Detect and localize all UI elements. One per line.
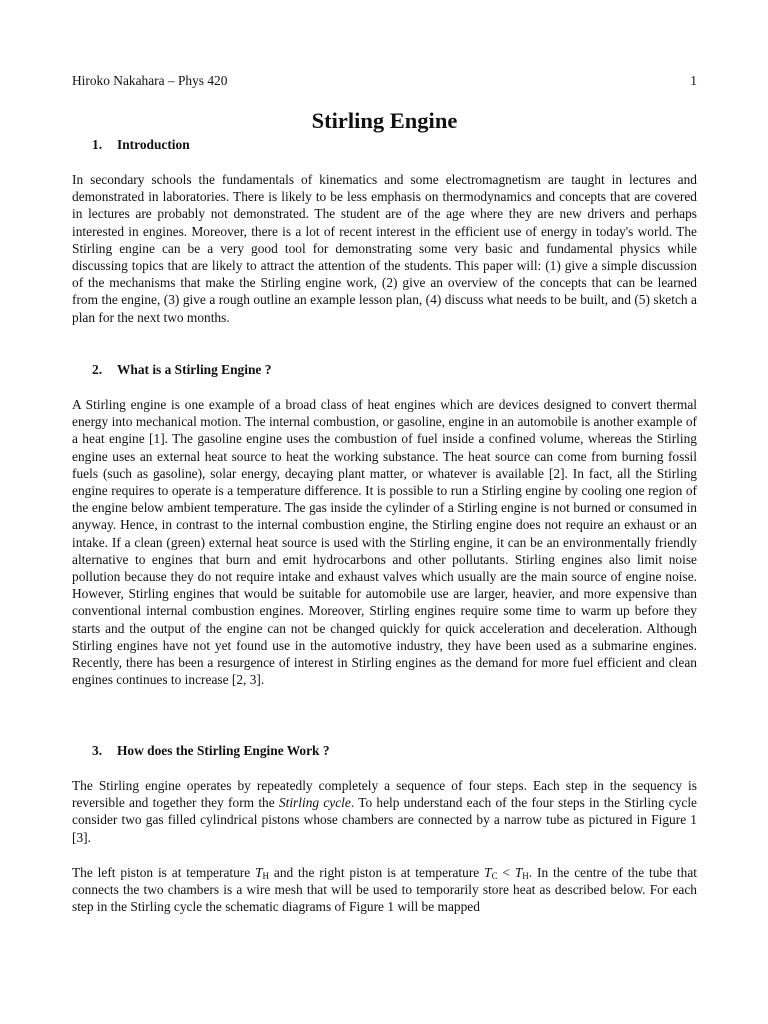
text-run: The left piston is at temperature bbox=[72, 865, 256, 880]
paragraph-pistons bbox=[72, 864, 697, 916]
section-title: Introduction bbox=[117, 137, 190, 152]
section-heading-introduction bbox=[92, 136, 190, 153]
section-number: 1. bbox=[92, 137, 103, 152]
paragraph-what-is: A Stirling engine is one example of a broad class of heat engines which are devices designed to convert thermal energy into mechanical motion. The internal combustion, or gasoline, engine in an automobile is another example of a heat engine [1]. The gasoline engine uses the combustion of fuel inside a confined volume, whereas the Stirling engine uses an external heat source to heat the working substance. The heat source can come from burning fossil fuels (such as gasoline), solar energy, decaying plant matter, or whatever is available [2]. In fact, all the Stirling engine requires to operate is a temperature difference. It is possible to run a Stirling engine by cooling one region of the engine below ambient temperature. The gas inside the cylinder of a Stirling engine is not burned or consumed in anyway. Hence, in contrast to the internal combustion engine, the Stirling engine does not require an exhaust or an intake. If a clean (green) external heat source is used with the Stirling engine, it can be an environmentally friendly alternative to engines that burn and emit hydrocarbons and other pollutants. Stirling engines also limit noise pollution because they do not require intake and exhaust valves which usually are the main source of engine noise. However, Stirling engines that would be suitable for automobile use are larger, heavier, and more expensive than conventional internal combustion engines. Moreover, Stirling engines require some time to warm up before they starts and the output of the engine can not be changed quickly for quick acceleration and deceleration. Although Stirling engines have not yet found use in the automotive industry, they have been used as a submarine engines. Recently, there has been a resurgence of interest in Stirling engines as the demand for more fuel efficient and clean engines continues to increase [2, 3]. bbox=[72, 397, 697, 688]
text-run: . In the centre of the tube that connects the two chambers is a wire mesh that will be used to temporarily store heat as described below. For each step in the Stirling cycle the schematic diagrams of Figure 1 will be mapped bbox=[72, 865, 697, 915]
section-title: What is a Stirling Engine ? bbox=[117, 362, 272, 377]
symbol-t-hot: $T_H$ bbox=[255, 865, 270, 881]
section-heading-what-is bbox=[92, 361, 271, 378]
section-number: 2. bbox=[92, 362, 103, 377]
text-run: . To help understand each of the four steps in the Stirling cycle consider two gas filled cylindrical pistons whose chambers are connected by a narrow tube as pictured in Figure 1 [3]. bbox=[72, 795, 697, 845]
page-number: 1 bbox=[690, 73, 697, 88]
section-heading-how-it-works bbox=[92, 742, 330, 759]
symbol-t-cold: $T_C$ bbox=[484, 865, 498, 881]
header-author: Hiroko Nakahara – Phys 420 bbox=[72, 73, 228, 88]
document-page bbox=[72, 0, 697, 1024]
less-than: < bbox=[497, 865, 515, 880]
section-title: How does the Stirling Engine Work ? bbox=[117, 743, 330, 758]
text-run: The Stirling engine operates by repeatedly completely a sequence of four steps. Each step in the sequency is reversible and together they form the bbox=[72, 778, 697, 811]
document-title: Stirling Engine bbox=[311, 108, 458, 133]
text-run: and the right piston is at temperature bbox=[269, 865, 485, 880]
paragraph-stirling-cycle bbox=[72, 777, 697, 846]
emphasis-stirling-cycle: Stirling cycle bbox=[278, 795, 351, 811]
paragraph-introduction: In secondary schools the fundamentals of kinematics and some electromagnetism are taught in lectures and demonstrated in laboratories. There is likely to be less emphasis on thermodynamics and concepts that are covered in lectures are probably not demonstrated. The student are of the age where they are new drivers and perhaps interested in engines. Moreover, there is a lot of recent interest in the efficient use of energy in today's world. The Stirling engine can be a very good tool for demonstrating some very basic and fundamental physics while discussing topics that are likely to attract the attention of the students. This paper will: (1) give a simple discussion of the mechanisms that make the Stirling engine work, (2) give an overview of the concepts that can be learned from the engine, (3) give a rough outline an example lesson plan, (4) discuss what needs to be built, and (5) sketch a plan for the next two months. bbox=[72, 172, 697, 325]
section-number: 3. bbox=[92, 743, 103, 758]
symbol-t-hot: $T_H$ bbox=[514, 865, 529, 881]
